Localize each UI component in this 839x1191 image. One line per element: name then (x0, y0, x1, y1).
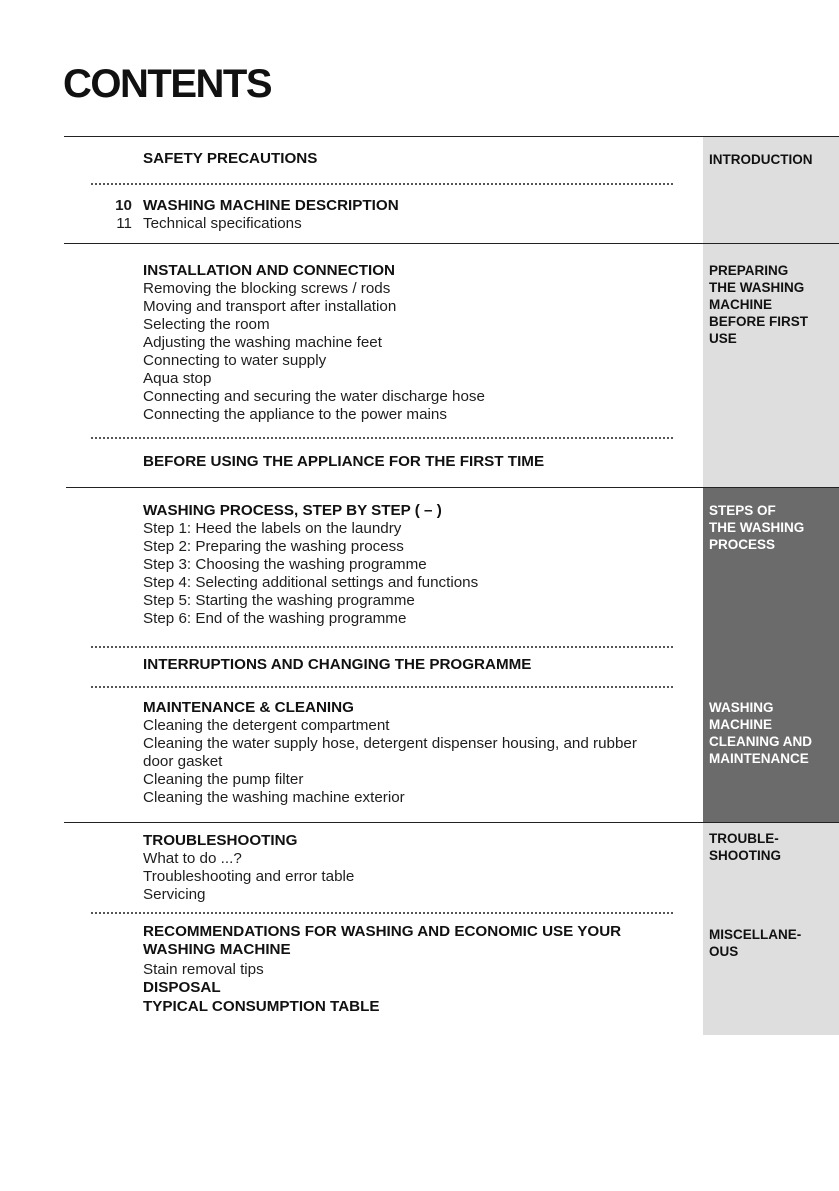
section-divider (64, 822, 839, 823)
toc-item[interactable]: Step 2: Preparing the washing process (143, 538, 404, 555)
toc-item[interactable]: Cleaning the pump filter (143, 771, 304, 788)
toc-heading-before-first-use[interactable]: BEFORE USING THE APPLIANCE FOR THE FIRST TIME (143, 453, 545, 470)
toc-item[interactable]: Aqua stop (143, 370, 212, 387)
side-label-introduction: INTRODUCTION (709, 152, 813, 167)
toc-item[interactable]: Connecting and securing the water discharge hose (143, 388, 485, 405)
toc-item-stain-removal[interactable]: Stain removal tips (143, 961, 264, 978)
toc-item[interactable]: What to do ...? (143, 850, 242, 867)
toc-item[interactable]: Step 4: Selecting additional settings and functions (143, 574, 479, 591)
dotted-separator (91, 183, 673, 185)
toc-item[interactable]: Moving and transport after installation (143, 298, 397, 315)
toc-heading-interruptions[interactable]: INTERRUPTIONS AND CHANGING THE PROGRAMME (143, 656, 532, 673)
toc-heading-recommendations-cont[interactable]: WASHING MACHINE (143, 941, 291, 958)
toc-item[interactable]: Step 1: Heed the labels on the laundry (143, 520, 402, 537)
toc-heading-description[interactable]: WASHING MACHINE DESCRIPTION (143, 197, 399, 214)
toc-item[interactable]: Removing the blocking screws / rods (143, 280, 391, 297)
toc-item-specifications[interactable]: Technical specifications (143, 215, 302, 232)
dotted-separator (91, 646, 673, 648)
page-number: 11 (116, 215, 132, 232)
toc-item[interactable]: Adjusting the washing machine feet (143, 334, 382, 351)
toc-item[interactable]: Troubleshooting and error table (143, 868, 355, 885)
page-number: 10 (115, 197, 132, 214)
side-label-misc: MISCELLANE- OUS (709, 927, 802, 959)
toc-item[interactable]: Selecting the room (143, 316, 270, 333)
toc-heading-installation[interactable]: INSTALLATION AND CONNECTION (143, 262, 395, 279)
side-label-steps: STEPS OF THE WASHING PROCESS (709, 503, 805, 552)
section-divider (66, 487, 839, 488)
toc-item[interactable]: Step 6: End of the washing programme (143, 610, 407, 627)
dotted-separator (91, 912, 673, 914)
section-divider (64, 136, 839, 137)
toc-heading-disposal[interactable]: DISPOSAL (143, 979, 221, 996)
toc-heading-washing-process[interactable]: WASHING PROCESS, STEP BY STEP ( – ) (143, 502, 442, 519)
section-divider (64, 243, 839, 244)
toc-item[interactable]: Servicing (143, 886, 206, 903)
toc-heading-maintenance[interactable]: MAINTENANCE & CLEANING (143, 699, 354, 716)
toc-heading-troubleshooting[interactable]: TROUBLESHOOTING (143, 832, 298, 849)
dotted-separator (91, 686, 673, 688)
toc-heading-consumption[interactable]: TYPICAL CONSUMPTION TABLE (143, 998, 380, 1015)
toc-item[interactable]: Cleaning the detergent compartment (143, 717, 390, 734)
toc-item[interactable]: Connecting to water supply (143, 352, 327, 369)
page-title: CONTENTS (63, 62, 271, 106)
toc-item[interactable]: Step 3: Choosing the washing programme (143, 556, 427, 573)
toc-item[interactable]: Step 5: Starting the washing programme (143, 592, 415, 609)
toc-item[interactable]: Cleaning the water supply hose, detergent dispenser housing, and rubber (143, 735, 637, 752)
side-label-preparing: PREPARING THE WASHING MACHINE BEFORE FIRST USE (709, 263, 809, 346)
side-label-cleaning: WASHING MACHINE CLEANING AND MAINTENANCE (709, 700, 812, 766)
dotted-separator (91, 437, 673, 439)
toc-item[interactable]: Cleaning the washing machine exterior (143, 789, 405, 806)
side-label-troubleshooting: TROUBLE- SHOOTING (709, 831, 782, 863)
toc-heading-recommendations[interactable]: RECOMMENDATIONS FOR WASHING AND ECONOMIC USE YOUR (143, 923, 622, 940)
toc-heading-safety[interactable]: SAFETY PRECAUTIONS (143, 150, 318, 167)
toc-item[interactable]: door gasket (143, 753, 223, 770)
toc-item[interactable]: Connecting the appliance to the power mains (143, 406, 447, 423)
